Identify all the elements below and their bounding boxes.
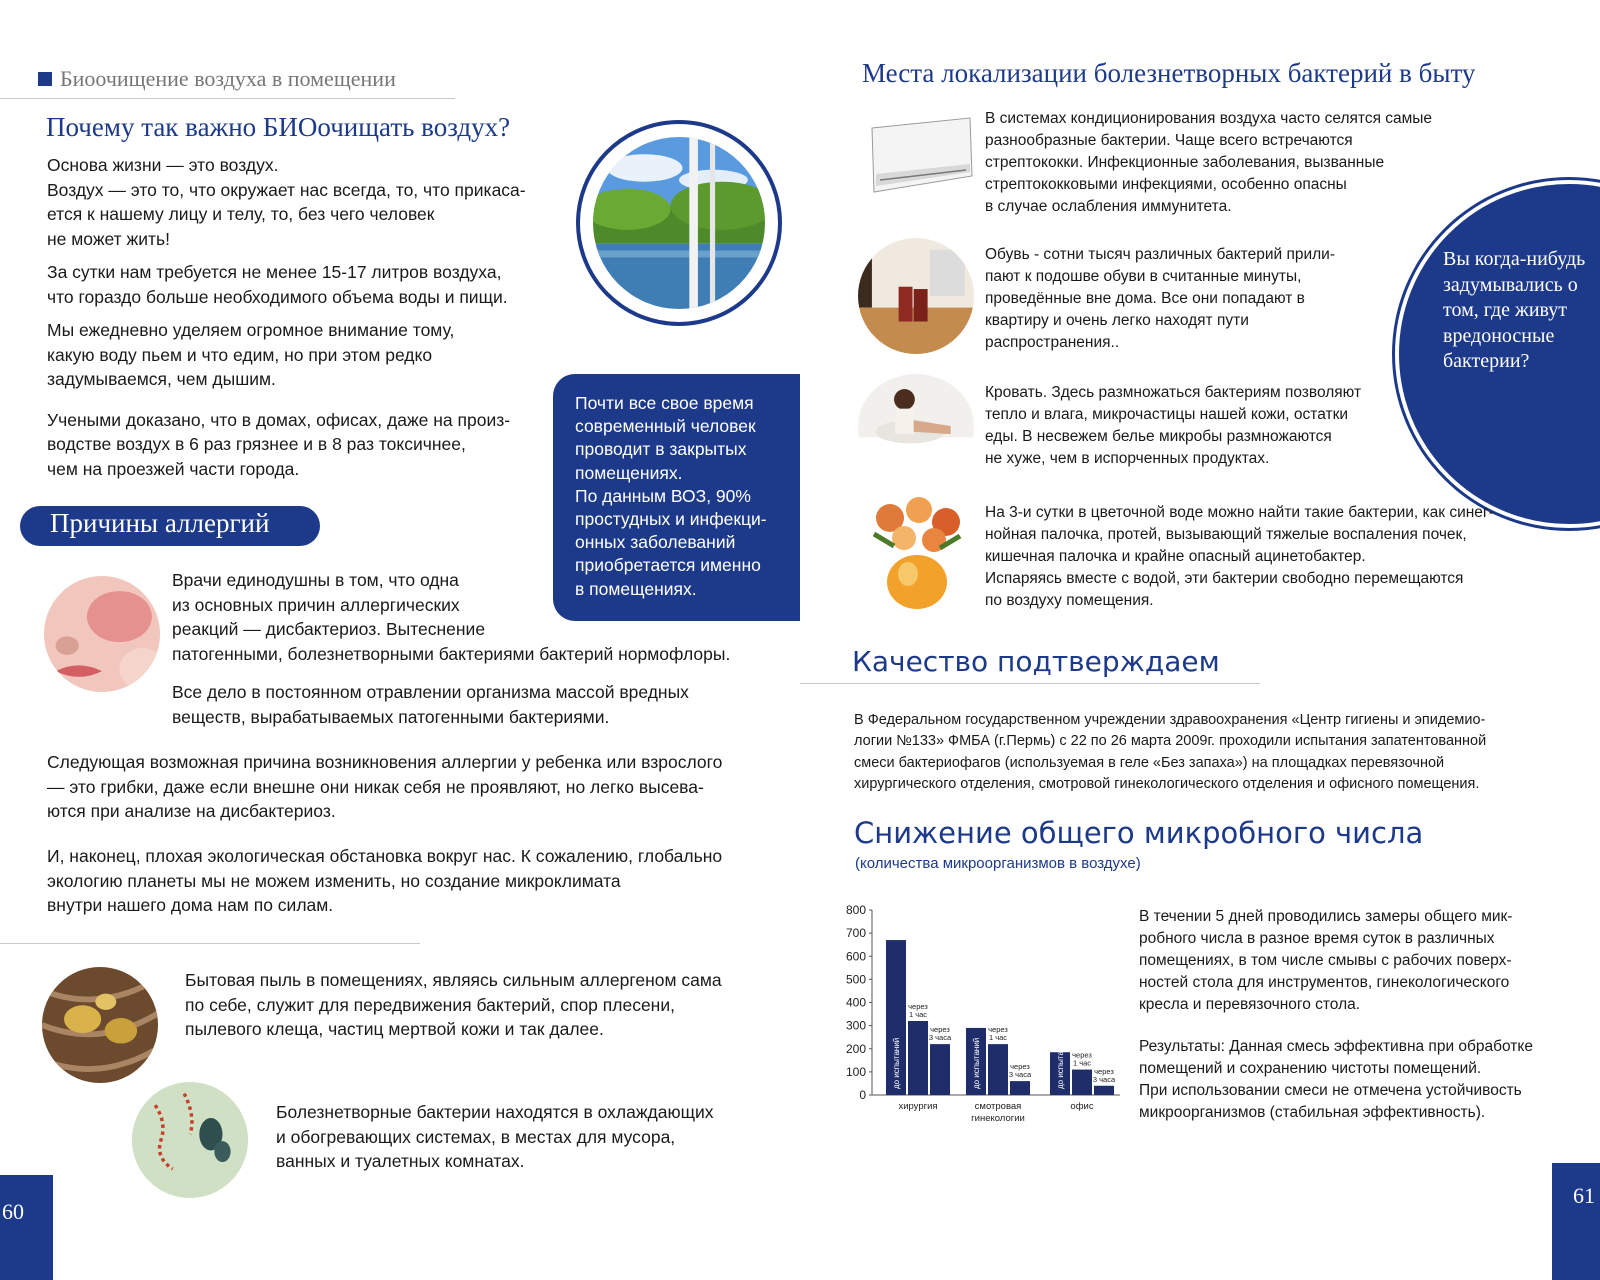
dust-text (185, 968, 805, 1042)
bubble-line: вредоносные (1443, 324, 1555, 347)
text-line: смеси бактериофагов (используемая в геле «Без запаха») на площадках перевязочной (854, 754, 1445, 771)
bar-series-label: до испытаний (1056, 1037, 1065, 1089)
text-line: из основных причин аллергических (172, 594, 460, 615)
results-text (1139, 1036, 1589, 1124)
page-number: 60 (2, 1199, 24, 1224)
y-tick-label: 100 (845, 1064, 866, 1079)
bar-series-label: до испытаний (892, 1037, 901, 1089)
text-line: и обогревающих системах, в местах для мусора, (276, 1126, 676, 1147)
text-line: какую воду пьем и что едим, но при этом редко (47, 344, 433, 365)
text-line: Врачи единодушны в том, что одна (172, 570, 459, 590)
text-line: При использовании смеси не отмечена устойчивость (1139, 1082, 1522, 1099)
bar-series-label: 1 час (1072, 1058, 1092, 1068)
text-line: В Федеральном государственном учреждении здравоохранения «Центр гигиены и эпидемио- (854, 712, 1486, 728)
bar-series-label: через (1072, 1050, 1092, 1060)
text-line: не хуже, чем в испорченных продуктах. (985, 450, 1270, 467)
text-line: разнообразные бактерии. Чаще всего встречаются (985, 132, 1353, 149)
text-line: тепло и влага, микрочастицы нашей кожи, остатки (985, 406, 1349, 423)
y-tick-label: 200 (845, 1041, 866, 1056)
ac-text (985, 108, 1505, 218)
text-line: В системах кондиционирования воздуха часто селятся самые (985, 110, 1433, 127)
text-line: Болезнетворные бактерии находятся в охлаждающих (276, 1102, 714, 1122)
divider (0, 943, 420, 944)
text-line: На 3-и сутки в цветочной воде можно найти такие бактерии, как синег- (985, 504, 1494, 521)
bar-series-label: 3 часа (1092, 1074, 1116, 1084)
text-line: внутри нашего дома нам по силам. (47, 895, 334, 915)
text-line: ется к нашему лицу и телу, то, без чего человек (47, 204, 435, 224)
text-line: Учеными доказано, что в домах, офисах, даже на произ- (47, 409, 511, 430)
text-line: пылевого клеща, частиц мертвой кожи и так далее. (185, 1019, 604, 1039)
bubble-line: задумывались о (1443, 273, 1578, 296)
allergy-block-3 (47, 750, 807, 824)
y-tick-label: 800 (845, 903, 866, 917)
text-line: водстве воздух в 6 раз грязнее и в 8 раз токсичнее, (47, 434, 466, 454)
divider (800, 683, 1260, 684)
y-tick-label: 600 (845, 949, 866, 964)
text-line: Результаты: Данная смесь эффективна при обработке (1139, 1038, 1533, 1055)
bar (1072, 1070, 1092, 1095)
bubble-line: бактерии? (1443, 350, 1530, 372)
bubble-line: Вы когда-нибудь (1443, 248, 1586, 270)
bar-series-label: 3 часа (1008, 1070, 1032, 1080)
x-category-label: хирургия (898, 1101, 938, 1112)
allergy-heading: Причины аллергий (50, 508, 270, 538)
text-line: Все дело в постоянном отравлении организма массой вредных (172, 682, 689, 702)
text-line: помещениях, в том числе смывы с рабочих поверх- (1139, 952, 1512, 969)
bar-series-label: через (930, 1025, 950, 1035)
text-line: помещений и сохранению чистоты помещений. (1139, 1060, 1482, 1077)
allergy-block-2 (172, 680, 792, 729)
bar (988, 1044, 1008, 1095)
allergy-block-4 (47, 844, 807, 918)
callout-line: современный человек (575, 416, 756, 437)
bed-image (858, 374, 974, 478)
text-line: Следующая возможная причина возникновения аллергии у ребенка или взрослого (47, 752, 723, 772)
reduction-subtitle: (количества микроорганизмов в воздухе) (855, 855, 1141, 872)
window-landscape-image (593, 137, 765, 309)
y-tick-label: 300 (845, 1018, 866, 1033)
bar (930, 1044, 950, 1095)
callout-line: помещениях. (575, 462, 683, 483)
y-tick-label: 0 (859, 1088, 866, 1102)
text-line: В течении 5 дней проводились замеры общего мик- (1139, 908, 1513, 925)
reduction-heading: Снижение общего микробного числа (854, 816, 1424, 850)
text-line: квартиру и очень легко находят пути (985, 312, 1249, 329)
microbe-bar-chart (840, 900, 1130, 1130)
shoes-image (858, 238, 974, 354)
y-tick-label: 700 (845, 926, 866, 941)
text-line: Обувь - сотни тысяч различных бактерий прили- (985, 246, 1335, 263)
bar (1094, 1086, 1114, 1095)
text-line: За сутки нам требуется не менее 15-17 литров воздуха, (47, 262, 502, 282)
text-line: логии №133» ФМБА (г.Пермь) с 22 по 26 марта 2009г. проходили испытания запатентованной (854, 733, 1487, 750)
quality-text (854, 710, 1594, 795)
callout-line: онных заболеваний (575, 532, 736, 553)
text-line: по себе, служит для передвижения бактерий, спор плесени, (185, 994, 675, 1015)
x-category-label: офис (1070, 1101, 1094, 1112)
text-line: не может жить! (47, 228, 171, 249)
text-line: Воздух — это то, что окружает нас всегда, то, что прикаса- (47, 179, 526, 200)
bar-series-label: через (908, 1002, 928, 1011)
page-number: 61 (1573, 1183, 1595, 1208)
callout-line: По данным ВОЗ, 90% (575, 485, 751, 506)
text-line: еды. В несвежем белье микробы размножаются (985, 428, 1332, 445)
text-line: проведённые вне дома. Все они попадают в (985, 290, 1305, 307)
divider (0, 98, 455, 99)
bar-series-label: 1 час (988, 1033, 1008, 1043)
text-line: кишечная палочка и крайне опасный ацинетобактер. (985, 548, 1366, 565)
text-line: ностей стола для инструментов, гинекологического (1139, 974, 1510, 991)
bacteria-text (276, 1100, 816, 1174)
text-line: распространения.. (985, 334, 1120, 351)
bar-series-label: через (988, 1025, 1008, 1035)
text-line: ванных и туалетных комнатах. (276, 1151, 525, 1171)
text-line: Мы ежедневно уделяем огромное внимание тому, (47, 320, 455, 340)
y-tick-label: 500 (845, 972, 866, 987)
x-category-label: гинекологии (971, 1113, 1025, 1124)
shoes-text (985, 244, 1405, 354)
text-line: что гораздо больше необходимого объема воды и пищи. (47, 286, 508, 307)
bar (1010, 1081, 1030, 1095)
bacteria-image (132, 1082, 248, 1198)
text-line: Испаряясь вместе с водой, эти бактерии свободно перемещаются (985, 570, 1464, 587)
text-line: стрептококки. Инфекционные заболевания, вызванные (985, 154, 1385, 171)
text-line: хирургического отделения, смотровой гинекологического отделения и офисного помещения. (854, 775, 1480, 792)
page-number-box (0, 1175, 53, 1280)
section-marker-icon (38, 72, 52, 86)
text-line: реакций — дисбактериоз. Вытеснение (172, 619, 486, 639)
callout-line: простудных и инфекци- (575, 509, 767, 530)
text-line: Бытовая пыль в помещениях, являясь сильным аллергеном сама (185, 970, 722, 990)
text-line: ются при анализе на дисбактериоз. (47, 801, 336, 821)
page-number-box (1552, 1163, 1600, 1280)
intro-block (47, 153, 577, 481)
callout-line: приобретается именно (575, 555, 761, 576)
x-category-label: смотровая (974, 1101, 1022, 1112)
localization-heading: Места локализации болезнетворных бактерий в быту (862, 58, 1476, 88)
bar-series-label: через (1094, 1066, 1114, 1076)
bubble-text (1443, 247, 1585, 375)
text-line: по воздуху помещения. (985, 592, 1154, 609)
bar-series-label: до испытаний (972, 1037, 981, 1089)
callout-line: Почти все свое время (575, 393, 754, 413)
flowers-text (985, 502, 1585, 612)
text-line: в случае ослабления иммунитета. (985, 198, 1232, 215)
text-line: патогенными, болезнетворными бактериями бактерий нормофлоры. (172, 643, 731, 664)
bar (908, 1021, 928, 1095)
dust-mite-image (42, 967, 158, 1083)
text-line: веществ, вырабатываемых патогенными бактериями. (172, 706, 610, 727)
y-tick-label: 400 (845, 995, 866, 1010)
callout-line: в помещениях. (575, 578, 697, 599)
text-line: микроорганизмов (стабильная эффективность). (1139, 1104, 1486, 1121)
page-heading: Почему так важно БИОочищать воздух? (46, 112, 511, 142)
text-line: пают к подошве обуви в считанные минуты, (985, 268, 1302, 285)
section-title: Биоочищение воздуха в помещении (60, 66, 396, 91)
text-line: — это грибки, даже если внешне они никак себя не проявляют, но легко высева- (47, 776, 704, 797)
text-line: Кровать. Здесь размножаться бактериям позволяют (985, 384, 1362, 401)
text-line: кресла и перевязочного стола. (1139, 996, 1361, 1013)
text-line: чем на проезжей части города. (47, 458, 300, 479)
bed-text (985, 382, 1425, 470)
bar-series-label: через (1010, 1062, 1030, 1072)
text-line: задумываемся, чем дышим. (47, 369, 276, 389)
text-line: робного числа в разное время суток в различных (1139, 930, 1495, 947)
child-face-image (44, 576, 160, 692)
quality-heading: Качество подтверждаем (852, 645, 1220, 678)
flowers-vase-image (864, 496, 970, 610)
allergy-block-1 (172, 568, 792, 666)
measure-text (1139, 906, 1589, 1016)
text-line: экологию планеты мы не можем изменить, но создание микроклимата (47, 870, 621, 891)
bubble-line: том, где живут (1443, 299, 1568, 321)
text-line: стрептококковыми инфекциями, особенно опасны (985, 176, 1347, 193)
bar-series-label: 1 час (908, 1010, 928, 1019)
air-conditioner-image (866, 116, 976, 196)
bar-series-label: 3 часа (928, 1033, 952, 1043)
text-line: Основа жизни — это воздух. (47, 155, 279, 175)
text-line: нойная палочка, протей, вызывающий тяжелые воспаления почек, (985, 526, 1467, 543)
text-line: И, наконец, плохая экологическая обстановка вокруг нас. К сожалению, глобально (47, 846, 723, 866)
callout-line: проводит в закрытых (575, 439, 747, 460)
